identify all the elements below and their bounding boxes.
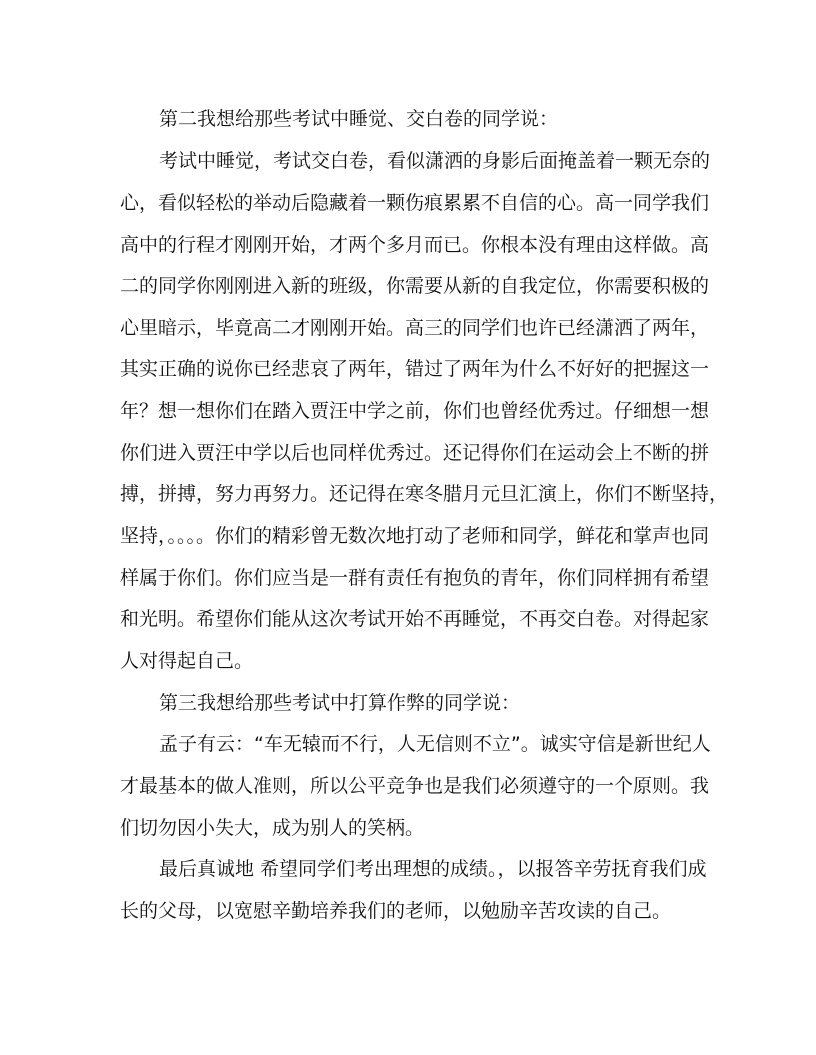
paragraph-line: 才最基本的做人准则，所以公平竞争也是我们必须遵守的一个原则。我 xyxy=(120,775,710,797)
paragraph-line: 孟子有云：“车无辕而不行，人无信则不立”。诚实守信是新世纪人 xyxy=(159,733,711,755)
paragraph-line: 样属于你们。你们应当是一群有责任有抱负的青年，你们同样拥有希望 xyxy=(120,567,710,589)
paragraph-line: 你们进入贾汪中学以后也同样优秀过。还记得你们在运动会上不断的拼 xyxy=(120,442,710,464)
paragraph-line: 人对得起自己。 xyxy=(120,650,254,672)
section-heading: 第二我想给那些考试中睡觉、交白卷的同学说： xyxy=(159,108,559,130)
paragraph-line: 搏，拼搏，努力再努力。还记得在寒冬腊月元旦汇演上，你们不断坚持， xyxy=(120,483,729,505)
paragraph-line: 心，看似轻松的举动后隐藏着一颗伤痕累累不自信的心。高一同学我们 xyxy=(120,192,710,214)
paragraph-line: 高中的行程才刚刚开始，才两个多月而已。你根本没有理由这样做。高 xyxy=(120,234,710,256)
paragraph-line: 最后真诚地 希望同学们考出理想的成绩。，以报答辛劳抚育我们成 xyxy=(159,858,707,880)
paragraph-line: 和光明。希望你们能从这次考试开始不再睡觉，不再交白卷。对得起家 xyxy=(120,608,710,630)
paragraph-line: 们切勿因小失大，成为别人的笑柄。 xyxy=(120,817,425,839)
section-heading: 第三我想给那些考试中打算作弊的同学说： xyxy=(159,692,521,714)
paragraph-line: 其实正确的说你已经悲哀了两年，错过了两年为什么不好好的把握这一 xyxy=(120,358,710,380)
paragraph-line: 年？想一想你们在踏入贾汪中学之前，你们也曾经优秀过。仔细想一想 xyxy=(120,400,710,422)
paragraph-line: 心里暗示，毕竟高二才刚刚开始。高三的同学们也许已经潇洒了两年， xyxy=(120,317,710,339)
paragraph-line: 二的同学你刚刚进入新的班级，你需要从新的自我定位，你需要积极的 xyxy=(120,275,710,297)
paragraph-line: 坚持，。。。。你们的精彩曾无数次地打动了老师和同学，鲜花和掌声也同 xyxy=(120,525,710,547)
paragraph-line: 考试中睡觉，考试交白卷，看似潇洒的身影后面掩盖着一颗无奈的 xyxy=(159,150,711,172)
paragraph-line: 长的父母，以宽慰辛勤培养我们的老师，以勉励辛苦攻读的自己。 xyxy=(120,900,672,922)
